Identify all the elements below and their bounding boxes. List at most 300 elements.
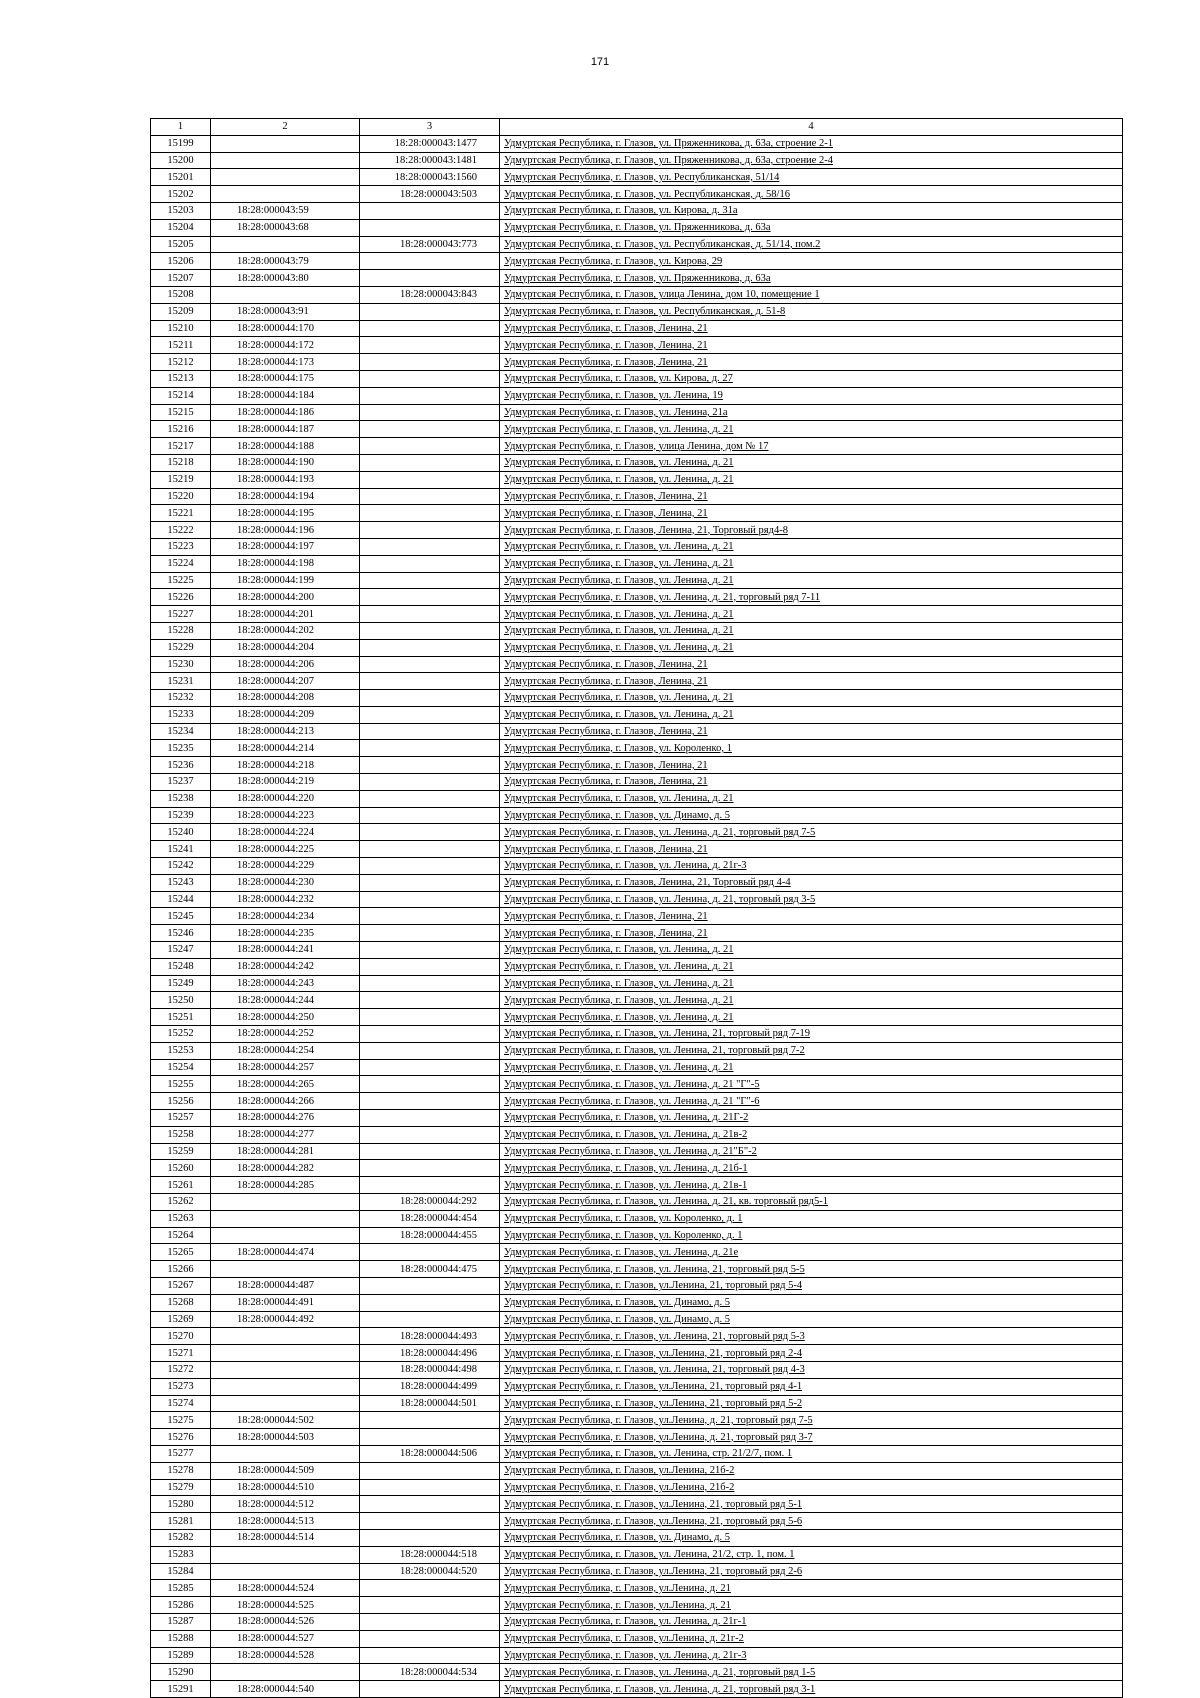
cadastral-number-1: 18:28:000044:195	[211, 505, 360, 522]
row-number: 15201	[151, 169, 211, 186]
address: Удмуртская Республика, г. Глазов, ул. Ленина, д. 21г-3	[500, 858, 1123, 875]
cadastral-number-1	[211, 1563, 360, 1580]
row-number: 15213	[151, 370, 211, 387]
address: Удмуртская Республика, г. Глазов, ул. Ленина, д. 21, торговый ряд 7-5	[500, 824, 1123, 841]
table-row	[151, 1194, 1123, 1211]
address: Удмуртская Республика, г. Глазов, ул. Ленина, 21, торговый ряд 5-5	[500, 1261, 1123, 1278]
table-row	[151, 1244, 1123, 1261]
cadastral-number-2	[360, 958, 500, 975]
cadastral-number-1: 18:28:000044:257	[211, 1059, 360, 1076]
register-table	[150, 118, 1123, 1698]
cadastral-number-1: 18:28:000044:209	[211, 706, 360, 723]
table-row	[151, 1261, 1123, 1278]
address: Удмуртская Республика, г. Глазов, ул. Ленина, д. 21	[500, 942, 1123, 959]
cadastral-number-1: 18:28:000043:79	[211, 253, 360, 270]
address: Удмуртская Республика, г. Глазов, Ленина, 21	[500, 320, 1123, 337]
table-row	[151, 757, 1123, 774]
address: Удмуртская Республика, г. Глазов, ул. Ленина, д. 21, кв. торговый ряд5-1	[500, 1194, 1123, 1211]
table-row	[151, 1345, 1123, 1362]
table-body	[151, 135, 1123, 1697]
cadastral-number-1: 18:28:000044:234	[211, 908, 360, 925]
cadastral-number-1: 18:28:000044:204	[211, 639, 360, 656]
address: Удмуртская Республика, г. Глазов, ул.Ленина, 21, торговый ряд 5-6	[500, 1513, 1123, 1530]
address: Удмуртская Республика, г. Глазов, ул. Короленко, 1	[500, 740, 1123, 757]
cadastral-number-1: 18:28:000044:198	[211, 555, 360, 572]
cadastral-number-2: 18:28:000043:843	[360, 286, 500, 303]
address: Удмуртская Республика, г. Глазов, ул. Ленина, д. 21	[500, 690, 1123, 707]
cadastral-number-1: 18:28:000044:207	[211, 673, 360, 690]
row-number: 15205	[151, 236, 211, 253]
row-number: 15286	[151, 1597, 211, 1614]
cadastral-number-2	[360, 1160, 500, 1177]
table-row	[151, 1009, 1123, 1026]
cadastral-number-2	[360, 874, 500, 891]
table-row	[151, 219, 1123, 236]
address: Удмуртская Республика, г. Глазов, ул. Ленина, д. 21	[500, 706, 1123, 723]
row-number: 15241	[151, 841, 211, 858]
cadastral-number-2	[360, 387, 500, 404]
address: Удмуртская Республика, г. Глазов, ул. Ленина, д. 21в-2	[500, 1126, 1123, 1143]
table-row	[151, 1513, 1123, 1530]
address: Удмуртская Республика, г. Глазов, ул. Ленина, д. 21, торговый ряд 3-1	[500, 1681, 1123, 1698]
cadastral-number-1: 18:28:000044:186	[211, 404, 360, 421]
cadastral-number-2	[360, 505, 500, 522]
cadastral-number-2	[360, 942, 500, 959]
address: Удмуртская Республика, г. Глазов, ул. Ленина, 21/2, стр. 1, пом. 1	[500, 1546, 1123, 1563]
row-number: 15199	[151, 135, 211, 152]
table-row	[151, 572, 1123, 589]
row-number: 15226	[151, 589, 211, 606]
cadastral-number-1: 18:28:000044:214	[211, 740, 360, 757]
table-row	[151, 975, 1123, 992]
cadastral-number-1	[211, 1210, 360, 1227]
cadastral-number-2	[360, 421, 500, 438]
row-number: 15221	[151, 505, 211, 522]
cadastral-number-2	[360, 354, 500, 371]
row-number: 15240	[151, 824, 211, 841]
address: Удмуртская Республика, г. Глазов, ул. Ленина, д. 21	[500, 454, 1123, 471]
address: Удмуртская Республика, г. Глазов, Ленина, 21	[500, 925, 1123, 942]
cadastral-number-2	[360, 1244, 500, 1261]
row-number: 15261	[151, 1177, 211, 1194]
cadastral-number-2	[360, 1513, 500, 1530]
cadastral-number-2	[360, 555, 500, 572]
table-row	[151, 1328, 1123, 1345]
cadastral-number-2: 18:28:000044:518	[360, 1546, 500, 1563]
cadastral-number-2	[360, 320, 500, 337]
address: Удмуртская Республика, г. Глазов, Ленина, 21	[500, 505, 1123, 522]
table-row	[151, 1479, 1123, 1496]
cadastral-number-1: 18:28:000044:254	[211, 1042, 360, 1059]
cadastral-number-2: 18:28:000044:455	[360, 1227, 500, 1244]
row-number: 15279	[151, 1479, 211, 1496]
table-row	[151, 925, 1123, 942]
table-row	[151, 606, 1123, 623]
cadastral-number-2	[360, 303, 500, 320]
table-row	[151, 1681, 1123, 1698]
table-row	[151, 1361, 1123, 1378]
row-number: 15274	[151, 1395, 211, 1412]
row-number: 15257	[151, 1110, 211, 1127]
cadastral-number-1: 18:28:000044:196	[211, 522, 360, 539]
table-row	[151, 1110, 1123, 1127]
table-row	[151, 908, 1123, 925]
address: Удмуртская Республика, г. Глазов, ул. Ленина, д. 21	[500, 790, 1123, 807]
cadastral-number-2	[360, 858, 500, 875]
cadastral-number-2	[360, 1143, 500, 1160]
address: Удмуртская Республика, г. Глазов, ул. Ленина, д. 21б-1	[500, 1160, 1123, 1177]
cadastral-number-2	[360, 337, 500, 354]
address: Удмуртская Республика, г. Глазов, Ленина, 21	[500, 774, 1123, 791]
row-number: 15271	[151, 1345, 211, 1362]
cadastral-number-2	[360, 488, 500, 505]
cadastral-number-1: 18:28:000044:524	[211, 1580, 360, 1597]
table-row	[151, 1076, 1123, 1093]
address: Удмуртская Республика, г. Глазов, ул. Ленина, д. 21"Б"-2	[500, 1143, 1123, 1160]
address: Удмуртская Республика, г. Глазов, ул. Кирова, д. 27	[500, 370, 1123, 387]
cadastral-number-2	[360, 1479, 500, 1496]
cadastral-number-1	[211, 1445, 360, 1462]
cadastral-number-2	[360, 622, 500, 639]
row-number: 15289	[151, 1647, 211, 1664]
cadastral-number-1: 18:28:000044:229	[211, 858, 360, 875]
cadastral-number-1	[211, 1261, 360, 1278]
cadastral-number-2	[360, 723, 500, 740]
cadastral-number-2	[360, 1647, 500, 1664]
row-number: 15220	[151, 488, 211, 505]
row-number: 15210	[151, 320, 211, 337]
cadastral-number-1: 18:28:000043:91	[211, 303, 360, 320]
row-number: 15214	[151, 387, 211, 404]
cadastral-number-1: 18:28:000044:525	[211, 1597, 360, 1614]
table-row	[151, 1462, 1123, 1479]
address: Удмуртская Республика, г. Глазов, ул. Ленина, 21, торговый ряд 7-19	[500, 1026, 1123, 1043]
address: Удмуртская Республика, г. Глазов, ул. Ленина, д. 21	[500, 1009, 1123, 1026]
table-row	[151, 589, 1123, 606]
address: Удмуртская Республика, г. Глазов, ул.Ленина, д. 21, торговый ряд 3-7	[500, 1429, 1123, 1446]
row-number: 15267	[151, 1277, 211, 1294]
table-row	[151, 186, 1123, 203]
row-number: 15212	[151, 354, 211, 371]
cadastral-number-1	[211, 1227, 360, 1244]
row-number: 15262	[151, 1194, 211, 1211]
cadastral-number-1: 18:28:000044:509	[211, 1462, 360, 1479]
cadastral-number-1: 18:28:000044:527	[211, 1630, 360, 1647]
row-number: 15265	[151, 1244, 211, 1261]
table-row	[151, 454, 1123, 471]
table-row	[151, 1160, 1123, 1177]
row-number: 15228	[151, 622, 211, 639]
table-row	[151, 1395, 1123, 1412]
cadastral-number-2: 18:28:000043:1560	[360, 169, 500, 186]
table-row	[151, 1378, 1123, 1395]
table-row	[151, 555, 1123, 572]
row-number: 15237	[151, 774, 211, 791]
cadastral-number-2: 18:28:000044:534	[360, 1664, 500, 1681]
cadastral-number-2: 18:28:000044:493	[360, 1328, 500, 1345]
row-number: 15278	[151, 1462, 211, 1479]
row-number: 15234	[151, 723, 211, 740]
table-row	[151, 1496, 1123, 1513]
cadastral-number-2: 18:28:000044:506	[360, 1445, 500, 1462]
cadastral-number-1: 18:28:000044:514	[211, 1529, 360, 1546]
table-row	[151, 421, 1123, 438]
cadastral-number-1: 18:28:000044:503	[211, 1429, 360, 1446]
cadastral-number-2	[360, 807, 500, 824]
row-number: 15280	[151, 1496, 211, 1513]
table-row	[151, 1210, 1123, 1227]
cadastral-number-1: 18:28:000044:170	[211, 320, 360, 337]
cadastral-number-1	[211, 1328, 360, 1345]
address: Удмуртская Республика, г. Глазов, ул. Ленина, стр. 21/2/7, пом. 1	[500, 1445, 1123, 1462]
column-header-4: 4	[500, 119, 1123, 136]
table-row	[151, 1311, 1123, 1328]
table-row	[151, 1597, 1123, 1614]
table-row	[151, 1546, 1123, 1563]
row-number: 15208	[151, 286, 211, 303]
cadastral-number-1: 18:28:000044:474	[211, 1244, 360, 1261]
cadastral-number-2	[360, 690, 500, 707]
cadastral-number-1: 18:28:000044:202	[211, 622, 360, 639]
table-row	[151, 1227, 1123, 1244]
row-number: 15238	[151, 790, 211, 807]
row-number: 15281	[151, 1513, 211, 1530]
cadastral-number-2	[360, 370, 500, 387]
cadastral-number-1: 18:28:000044:172	[211, 337, 360, 354]
address: Удмуртская Республика, г. Глазов, ул. Кирова, д. 31а	[500, 202, 1123, 219]
address: Удмуртская Республика, г. Глазов, ул. Ленина, д. 21	[500, 975, 1123, 992]
table-row	[151, 320, 1123, 337]
cadastral-number-2: 18:28:000044:498	[360, 1361, 500, 1378]
table-row	[151, 471, 1123, 488]
row-number: 15287	[151, 1613, 211, 1630]
cadastral-number-2: 18:28:000043:1477	[360, 135, 500, 152]
table-row	[151, 538, 1123, 555]
table-row	[151, 354, 1123, 371]
table-row	[151, 1026, 1123, 1043]
cadastral-number-2	[360, 1294, 500, 1311]
row-number: 15252	[151, 1026, 211, 1043]
cadastral-number-1: 18:28:000044:199	[211, 572, 360, 589]
cadastral-number-1: 18:28:000044:265	[211, 1076, 360, 1093]
cadastral-number-1	[211, 1345, 360, 1362]
row-number: 15200	[151, 152, 211, 169]
address: Удмуртская Республика, г. Глазов, ул. Пряженникова, д. 63а	[500, 270, 1123, 287]
row-number: 15254	[151, 1059, 211, 1076]
cadastral-number-2: 18:28:000044:475	[360, 1261, 500, 1278]
address: Удмуртская Республика, г. Глазов, ул. Динамо, д. 5	[500, 1294, 1123, 1311]
cadastral-number-2	[360, 1026, 500, 1043]
row-number: 15283	[151, 1546, 211, 1563]
row-number: 15248	[151, 958, 211, 975]
row-number: 15256	[151, 1093, 211, 1110]
address: Удмуртская Республика, г. Глазов, ул. Ленина, 19	[500, 387, 1123, 404]
address: Удмуртская Республика, г. Глазов, Ленина, 21	[500, 337, 1123, 354]
cadastral-number-1: 18:28:000044:281	[211, 1143, 360, 1160]
cadastral-number-2	[360, 790, 500, 807]
cadastral-number-2	[360, 589, 500, 606]
cadastral-number-1: 18:28:000044:252	[211, 1026, 360, 1043]
row-number: 15285	[151, 1580, 211, 1597]
cadastral-number-2	[360, 740, 500, 757]
address: Удмуртская Республика, г. Глазов, ул. Ленина, 21, торговый ряд 4-3	[500, 1361, 1123, 1378]
row-number: 15269	[151, 1311, 211, 1328]
address: Удмуртская Республика, г. Глазов, Ленина, 21	[500, 354, 1123, 371]
row-number: 15227	[151, 606, 211, 623]
table-row	[151, 1059, 1123, 1076]
row-number: 15242	[151, 858, 211, 875]
cadastral-number-2	[360, 706, 500, 723]
cadastral-number-2: 18:28:000043:1481	[360, 152, 500, 169]
cadastral-number-1: 18:28:000044:235	[211, 925, 360, 942]
table-row	[151, 438, 1123, 455]
cadastral-number-1	[211, 1395, 360, 1412]
address: Удмуртская Республика, г. Глазов, Ленина, 21, Торговый ряд4-8	[500, 522, 1123, 539]
address: Удмуртская Республика, г. Глазов, ул. Ленина, д. 21	[500, 1059, 1123, 1076]
row-number: 15284	[151, 1563, 211, 1580]
address: Удмуртская Республика, г. Глазов, Ленина, 21	[500, 656, 1123, 673]
cadastral-number-2	[360, 1597, 500, 1614]
cadastral-number-2	[360, 1059, 500, 1076]
table-row	[151, 622, 1123, 639]
cadastral-number-2	[360, 522, 500, 539]
cadastral-number-1	[211, 236, 360, 253]
cadastral-number-2	[360, 925, 500, 942]
cadastral-number-1: 18:28:000044:194	[211, 488, 360, 505]
cadastral-number-2	[360, 219, 500, 236]
cadastral-number-2	[360, 1429, 500, 1446]
table-row	[151, 1580, 1123, 1597]
row-number: 15259	[151, 1143, 211, 1160]
cadastral-number-1: 18:28:000044:201	[211, 606, 360, 623]
cadastral-number-2	[360, 639, 500, 656]
cadastral-number-2	[360, 1580, 500, 1597]
table-row	[151, 942, 1123, 959]
cadastral-number-2	[360, 992, 500, 1009]
address: Удмуртская Республика, г. Глазов, ул. Ленина, д. 21	[500, 538, 1123, 555]
table-row	[151, 841, 1123, 858]
table-row	[151, 824, 1123, 841]
cadastral-number-2	[360, 202, 500, 219]
cadastral-number-1: 18:28:000044:219	[211, 774, 360, 791]
cadastral-number-1: 18:28:000044:487	[211, 1277, 360, 1294]
cadastral-number-1	[211, 1378, 360, 1395]
cadastral-number-1: 18:28:000044:266	[211, 1093, 360, 1110]
address: Удмуртская Республика, г. Глазов, ул. Республиканская, д. 51-8	[500, 303, 1123, 320]
row-number: 15207	[151, 270, 211, 287]
cadastral-number-2	[360, 1496, 500, 1513]
table-row	[151, 1445, 1123, 1462]
address: Удмуртская Республика, г. Глазов, Ленина, 21	[500, 757, 1123, 774]
row-number: 15266	[151, 1261, 211, 1278]
row-number: 15218	[151, 454, 211, 471]
cadastral-number-2	[360, 538, 500, 555]
row-number: 15223	[151, 538, 211, 555]
row-number: 15231	[151, 673, 211, 690]
table-row	[151, 152, 1123, 169]
cadastral-number-1: 18:28:000044:492	[211, 1311, 360, 1328]
table-row	[151, 807, 1123, 824]
cadastral-number-1	[211, 186, 360, 203]
address: Удмуртская Республика, г. Глазов, ул.Ленина, д. 21	[500, 1580, 1123, 1597]
cadastral-number-2	[360, 673, 500, 690]
table-row	[151, 639, 1123, 656]
cadastral-number-1: 18:28:000044:282	[211, 1160, 360, 1177]
address: Удмуртская Республика, г. Глазов, ул. Ленина, д. 21	[500, 606, 1123, 623]
cadastral-number-1: 18:28:000044:190	[211, 454, 360, 471]
cadastral-number-1: 18:28:000044:491	[211, 1294, 360, 1311]
address: Удмуртская Республика, г. Глазов, ул. Динамо, д. 5	[500, 1311, 1123, 1328]
cadastral-number-1: 18:28:000044:510	[211, 1479, 360, 1496]
address: Удмуртская Республика, г. Глазов, ул. Ленина, д. 21	[500, 622, 1123, 639]
address: Удмуртская Республика, г. Глазов, ул. Республиканская, 51/14	[500, 169, 1123, 186]
address: Удмуртская Республика, г. Глазов, ул.Ленина, д. 21г-2	[500, 1630, 1123, 1647]
row-number: 15216	[151, 421, 211, 438]
table-row	[151, 286, 1123, 303]
cadastral-number-1	[211, 286, 360, 303]
cadastral-number-2	[360, 656, 500, 673]
address: Удмуртская Республика, г. Глазов, ул. Республиканская, д. 51/14, пом.2	[500, 236, 1123, 253]
row-number: 15250	[151, 992, 211, 1009]
table-row	[151, 1294, 1123, 1311]
cadastral-number-2	[360, 1613, 500, 1630]
cadastral-number-1: 18:28:000044:276	[211, 1110, 360, 1127]
cadastral-number-2	[360, 404, 500, 421]
address: Удмуртская Республика, г. Глазов, ул. Ленина, д. 21	[500, 572, 1123, 589]
table-row	[151, 1630, 1123, 1647]
row-number: 15247	[151, 942, 211, 959]
table-row	[151, 1143, 1123, 1160]
address: Удмуртская Республика, г. Глазов, ул. Ленина, д. 21, торговый ряд 3-5	[500, 891, 1123, 908]
cadastral-number-1: 18:28:000044:225	[211, 841, 360, 858]
row-number: 15246	[151, 925, 211, 942]
table-row	[151, 891, 1123, 908]
cadastral-number-1	[211, 1361, 360, 1378]
row-number: 15270	[151, 1328, 211, 1345]
cadastral-number-1: 18:28:000044:213	[211, 723, 360, 740]
table-row	[151, 740, 1123, 757]
address: Удмуртская Республика, г. Глазов, ул. Пряженникова, д. 63а	[500, 219, 1123, 236]
column-header-1: 1	[151, 119, 211, 136]
row-number: 15277	[151, 1445, 211, 1462]
table-row	[151, 387, 1123, 404]
table-row	[151, 958, 1123, 975]
cadastral-number-2	[360, 841, 500, 858]
cadastral-number-1	[211, 1546, 360, 1563]
table-row	[151, 992, 1123, 1009]
table-row	[151, 169, 1123, 186]
cadastral-number-2	[360, 572, 500, 589]
address: Удмуртская Республика, г. Глазов, ул. Пряженникова, д. 63а, строение 2-4	[500, 152, 1123, 169]
cadastral-number-1: 18:28:000044:218	[211, 757, 360, 774]
row-number: 15204	[151, 219, 211, 236]
cadastral-number-2: 18:28:000044:520	[360, 1563, 500, 1580]
row-number: 15260	[151, 1160, 211, 1177]
table-row	[151, 1563, 1123, 1580]
cadastral-number-2	[360, 1009, 500, 1026]
address: Удмуртская Республика, г. Глазов, ул. Кирова, 29	[500, 253, 1123, 270]
address: Удмуртская Республика, г. Глазов, ул. Пряженникова, д. 63а, строение 2-1	[500, 135, 1123, 152]
row-number: 15219	[151, 471, 211, 488]
address: Удмуртская Республика, г. Глазов, ул. Ленина, д. 21, торговый ряд 7-11	[500, 589, 1123, 606]
row-number: 15249	[151, 975, 211, 992]
cadastral-number-2	[360, 1110, 500, 1127]
address: Удмуртская Республика, г. Глазов, ул. Республиканская, д. 58/16	[500, 186, 1123, 203]
row-number: 15244	[151, 891, 211, 908]
table-row	[151, 690, 1123, 707]
cadastral-number-1: 18:28:000044:187	[211, 421, 360, 438]
row-number: 15230	[151, 656, 211, 673]
